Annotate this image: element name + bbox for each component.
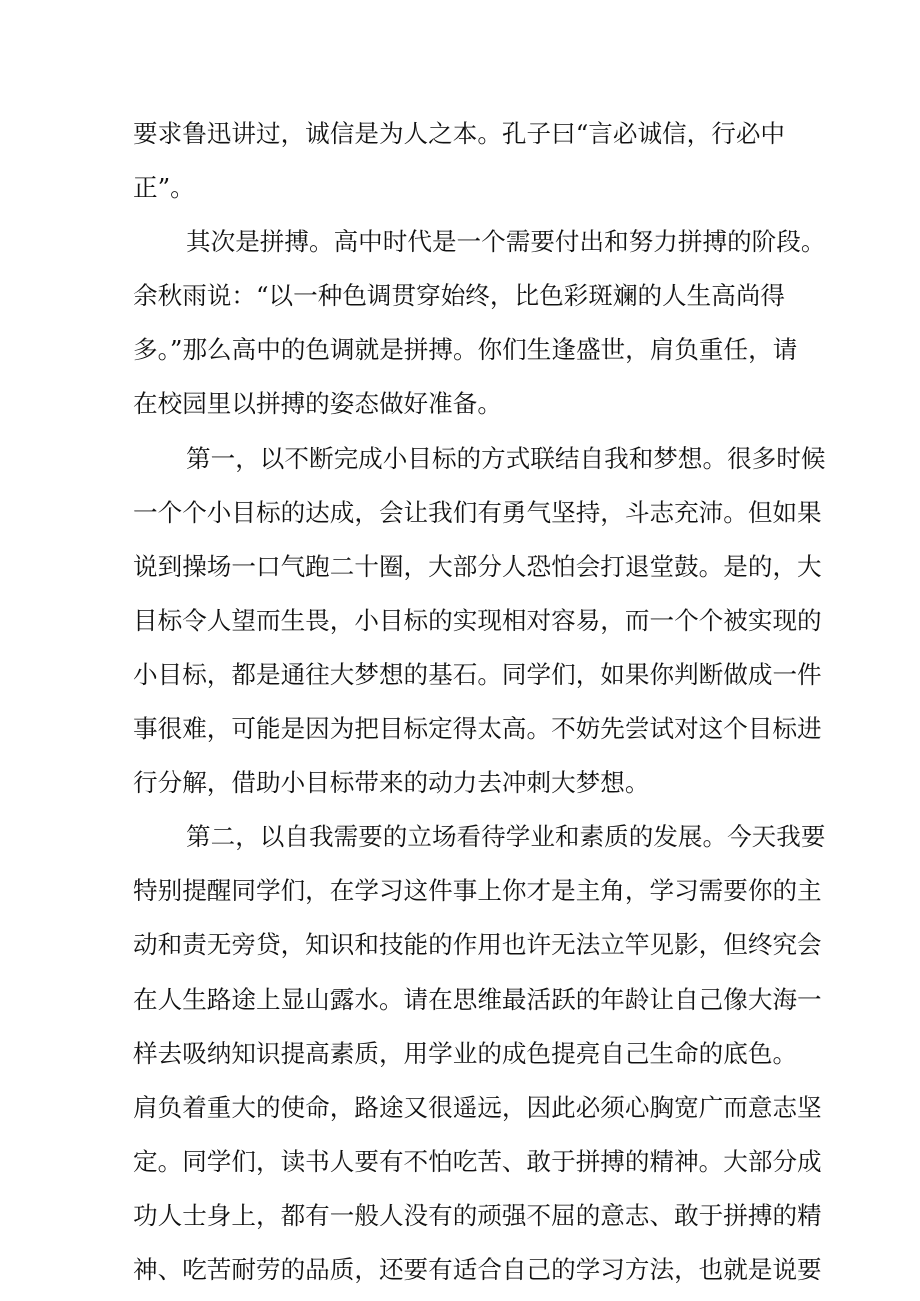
text-line: 余秋雨说：“以一种色调贯穿始终，比色彩斑斓的人生高尚得 bbox=[133, 281, 786, 311]
text-line: 第二，以自我需要的立场看待学业和素质的发展。今天我要 bbox=[186, 822, 826, 852]
text-line: 正”。 bbox=[133, 173, 195, 203]
text-line: 事很难，可能是因为把目标定得太高。不妨先尝试对这个目标进 bbox=[133, 714, 822, 744]
text-line: 小目标，都是通往大梦想的基石。同学们，如果你判断做成一件 bbox=[133, 659, 822, 689]
text-line: 定。同学们，读书人要有不怕吃苦、敢于拼搏的精神。大部分成 bbox=[133, 1146, 822, 1176]
text-line: 其次是拼搏。高中时代是一个需要付出和努力拼搏的阶段。 bbox=[186, 227, 826, 257]
text-line: 肩负着重大的使命，路途又很遥远，因此必须心胸宽广而意志坚 bbox=[133, 1092, 822, 1122]
text-line: 目标令人望而生畏，小目标的实现相对容易，而一个个被实现的 bbox=[133, 605, 822, 635]
text-line: 多。”那么高中的色调就是拼搏。你们生逢盛世，肩负重任，请 bbox=[133, 335, 798, 365]
text-line: 在人生路途上显山露水。请在思维最活跃的年龄让自己像大海一 bbox=[133, 984, 822, 1014]
text-line: 第一，以不断完成小目标的方式联结自我和梦想。很多时候 bbox=[186, 443, 826, 473]
text-line: 样去吸纳知识提高素质，用学业的成色提亮自己生命的底色。 bbox=[133, 1038, 798, 1068]
text-line: 特别提醒同学们，在学习这件事上你才是主角，学习需要你的主 bbox=[133, 876, 822, 906]
text-line: 一个个小目标的达成，会让我们有勇气坚持，斗志充沛。但如果 bbox=[133, 497, 822, 527]
text-line: 在校园里以拼搏的姿态做好准备。 bbox=[133, 389, 502, 419]
body-text bbox=[133, 107, 826, 1297]
text-line: 要求鲁迅讲过，诚信是为人之本。孔子曰“言必诚信，行必中 bbox=[133, 119, 786, 148]
text-line: 动和责无旁贷，知识和技能的作用也许无法立竿见影，但终究会 bbox=[133, 930, 822, 960]
text-line: 行分解，借助小目标带来的动力去冲刺大梦想。 bbox=[133, 768, 650, 798]
text-line: 功人士身上，都有一般人没有的顽强不屈的意志、敢于拼搏的精 bbox=[133, 1200, 822, 1230]
text-line: 说到操场一口气跑二十圈，大部分人恐怕会打退堂鼓。是的，大 bbox=[133, 551, 822, 581]
text-line: 神、吃苦耐劳的品质，还要有适合自己的学习方法，也就是说要 bbox=[133, 1254, 822, 1284]
